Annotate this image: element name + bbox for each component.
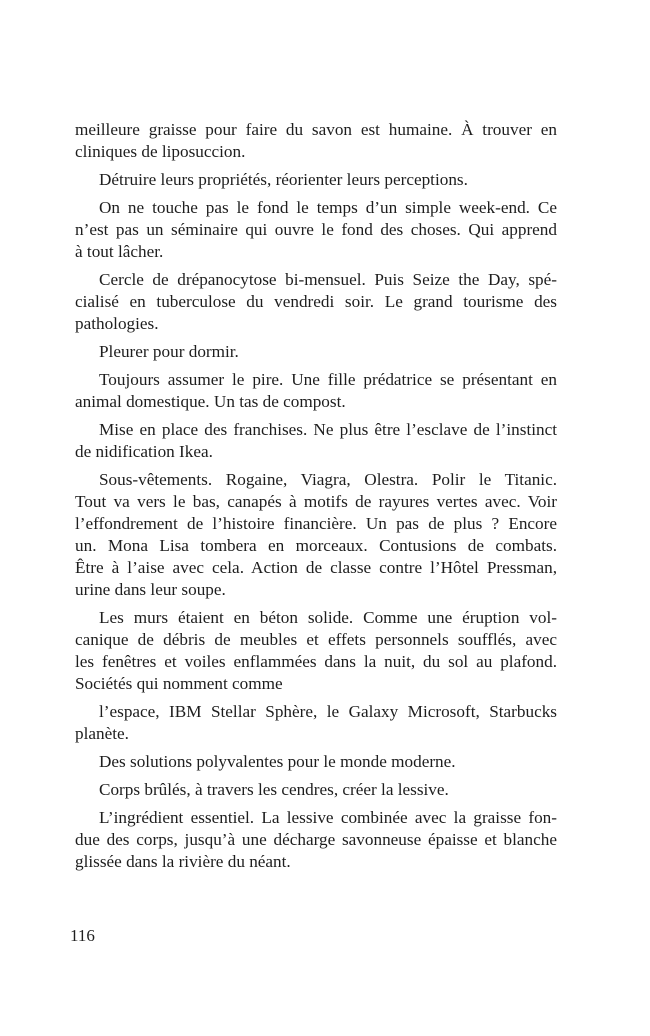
text-line: Être à l’aise avec cela. Action de classe contre l’Hôtel Pressman, [75, 558, 557, 577]
text-line: Détruire leurs propriétés, réorienter leurs perceptions. [99, 170, 468, 189]
paragraph [75, 119, 557, 163]
text-line: meilleure graisse pour faire du savon est humaine. À trouver en [75, 120, 557, 139]
text-line: Pleurer pour dormir. [99, 342, 239, 361]
text-line: l’espace, IBM Stellar Sphère, le Galaxy Microsoft, Starbucks [99, 702, 557, 721]
text-line: urine dans leur soupe. [75, 580, 226, 599]
text-line: L’ingrédient essentiel. La lessive combinée avec la graisse fon- [99, 808, 557, 827]
paragraph [75, 269, 557, 335]
paragraph [75, 369, 557, 413]
text-line: pathologies. [75, 314, 159, 333]
text-line: animal domestique. Un tas de compost. [75, 392, 346, 411]
text-line: Des solutions polyvalentes pour le monde moderne. [99, 752, 456, 771]
paragraph [75, 469, 557, 601]
text-line: cialisé en tuberculose du vendredi soir. Le grand tourisme des [75, 292, 557, 311]
text-line: glissée dans la rivière du néant. [75, 852, 291, 871]
paragraph [75, 807, 557, 873]
text-line: Les murs étaient en béton solide. Comme une éruption vol- [99, 608, 557, 627]
paragraph [75, 779, 557, 801]
text-line: On ne touche pas le fond le temps d’un simple week-end. Ce [99, 198, 557, 217]
paragraph [75, 169, 557, 191]
body-text [75, 119, 557, 879]
text-line: de nidification Ikea. [75, 442, 213, 461]
text-line: planète. [75, 724, 129, 743]
paragraph [75, 751, 557, 773]
paragraph [75, 701, 557, 745]
text-line: cliniques de liposuccion. [75, 142, 246, 161]
text-line: Cercle de drépanocytose bi-mensuel. Puis Seize the Day, spé- [99, 270, 557, 289]
text-line: Tout va vers le bas, canapés à motifs de rayures vertes avec. Voir [75, 492, 557, 511]
paragraph [75, 341, 557, 363]
paragraph [75, 197, 557, 263]
text-line: due des corps, jusqu’à une décharge savonneuse épaisse et blanche [75, 830, 557, 849]
text-line: Toujours assumer le pire. Une fille prédatrice se présentant en [99, 370, 557, 389]
text-line: les fenêtres et voiles enflammées dans la nuit, du sol au plafond. [75, 652, 557, 671]
paragraph [75, 419, 557, 463]
text-line: l’effondrement de l’histoire financière. Un pas de plus ? Encore [75, 514, 557, 533]
text-line: Corps brûlés, à travers les cendres, créer la lessive. [99, 780, 449, 799]
text-line: Sous-vêtements. Rogaine, Viagra, Olestra. Polir le Titanic. [99, 470, 557, 489]
text-line: à tout lâcher. [75, 242, 164, 261]
paragraph [75, 607, 557, 695]
text-line: Mise en place des franchises. Ne plus être l’esclave de l’instinct [99, 420, 557, 439]
page-number: 116 [70, 926, 95, 945]
text-line: Sociétés qui nomment comme [75, 674, 283, 693]
text-line: canique de débris de meubles et effets personnels soufflés, avec [75, 630, 557, 649]
text-line: un. Mona Lisa tombera en morceaux. Contusions de combats. [75, 536, 557, 555]
text-line: n’est pas un séminaire qui ouvre le fond des choses. Qui apprend [75, 220, 557, 239]
